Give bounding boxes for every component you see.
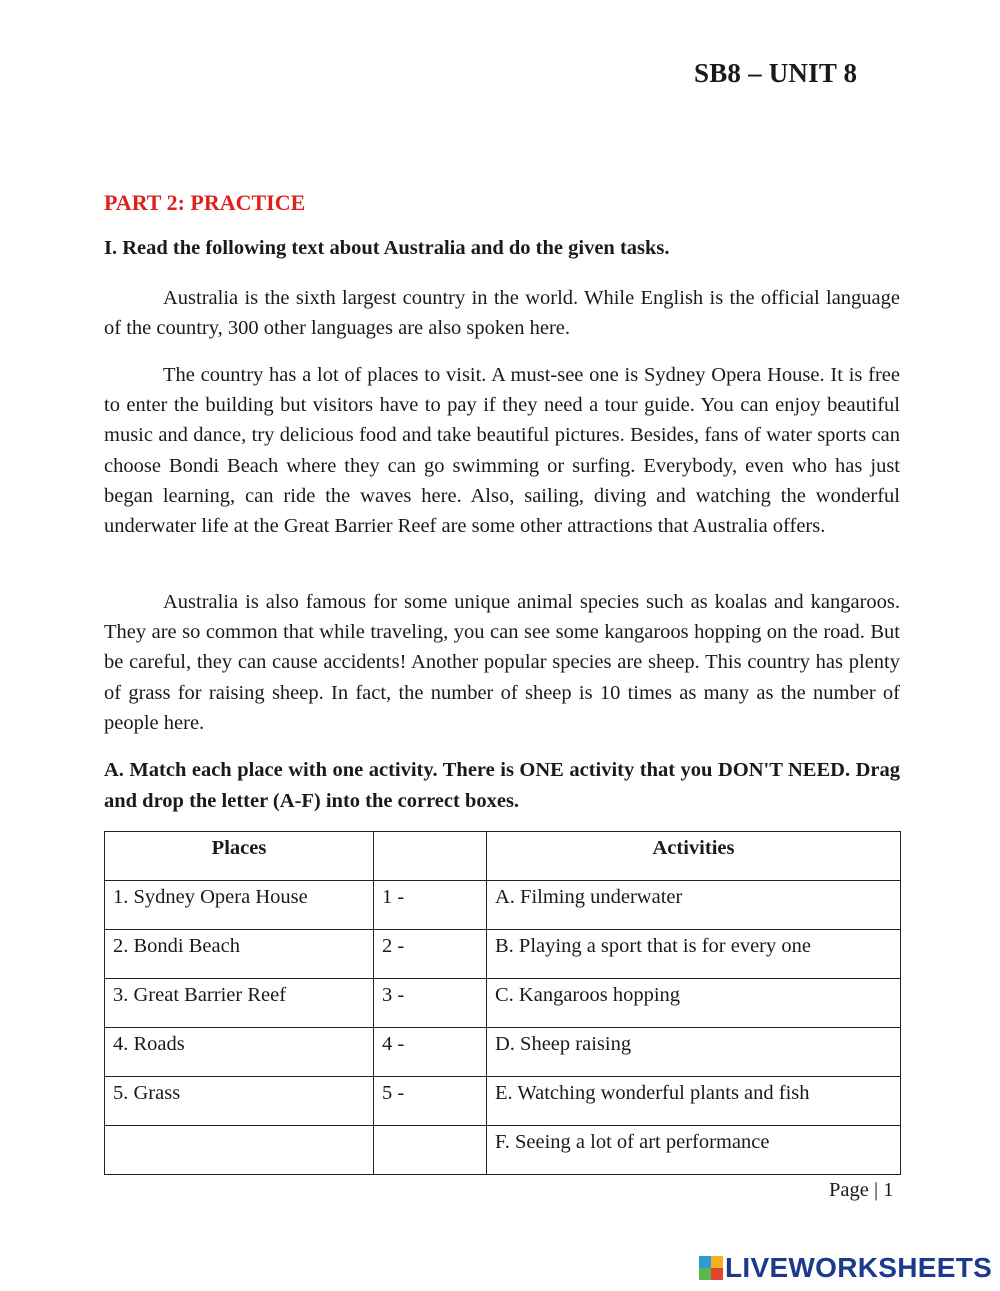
activity-cell: D. Sheep raising <box>487 1028 901 1077</box>
unit-title: SB8 – UNIT 8 <box>694 58 858 88</box>
logo-text: LIVEWORKSHEETS <box>725 1252 993 1283</box>
matching-table <box>104 831 901 1175</box>
activity-cell: C. Kangaroos hopping <box>487 979 901 1028</box>
activity-cell: B. Playing a sport that is for every one <box>487 930 901 979</box>
place-cell: 3. Great Barrier Reef <box>105 979 374 1028</box>
section-heading: I. Read the following text about Australia and do the given tasks. <box>104 237 670 259</box>
header-places: Places <box>105 832 374 881</box>
answer-drop-box[interactable]: 5 - <box>374 1077 487 1126</box>
task-a-instruction: A. Match each place with one activity. There is ONE activity that you DON'T NEED. Drag and drop the letter (A-F) into the correct boxes. <box>104 759 900 812</box>
place-cell: 5. Grass <box>105 1077 374 1126</box>
table-header-row <box>105 832 901 881</box>
paragraph-1: Australia is the sixth largest country in the world. While English is the official language of the country, 300 other languages are also spoken here. <box>104 287 900 340</box>
activity-cell: F. Seeing a lot of art performance <box>487 1126 901 1175</box>
logo-blocks-icon <box>699 1256 723 1280</box>
answer-drop-box[interactable]: 1 - <box>374 881 487 930</box>
header-activities: Activities <box>487 832 901 881</box>
activity-cell: E. Watching wonderful plants and fish <box>487 1077 901 1126</box>
place-cell: 2. Bondi Beach <box>105 930 374 979</box>
answer-drop-box[interactable]: 2 - <box>374 930 487 979</box>
table-row <box>105 979 901 1028</box>
table-row <box>105 930 901 979</box>
liveworksheets-logo <box>699 1252 992 1284</box>
place-cell: 4. Roads <box>105 1028 374 1077</box>
part-title: PART 2: PRACTICE <box>104 190 306 215</box>
activity-cell: A. Filming underwater <box>487 881 901 930</box>
place-cell <box>105 1126 374 1175</box>
table-row <box>105 1126 901 1175</box>
table-row <box>105 1028 901 1077</box>
answer-drop-box[interactable]: 3 - <box>374 979 487 1028</box>
header-answer <box>374 832 487 881</box>
paragraph-3: Australia is also famous for some unique animal species such as koalas and kangaroos. They are so common that while traveling, you can see some kangaroos hopping on the road. But be careful, they can cause accidents! Another popular species are sheep. This country has plenty of grass for raising sheep. In fact, the number of sheep is 10 times as many as the number of people here. <box>104 591 900 734</box>
table-row <box>105 1077 901 1126</box>
answer-cell <box>374 1126 487 1175</box>
answer-drop-box[interactable]: 4 - <box>374 1028 487 1077</box>
page-number: Page | 1 <box>829 1179 894 1201</box>
paragraph-2: The country has a lot of places to visit. A must-see one is Sydney Opera House. It is free to enter the building but visitors have to pay if they need a tour guide. You can enjoy beautiful music and dance, try delicious food and take beautiful pictures. Besides, fans of water sports can choose Bondi Beach where they can go swimming or surfing. Everybody, even who has just began learning, can ride the waves here. Also, sailing, diving and watching the wonderful underwater life at the Great Barrier Reef are some other attractions that Australia offers. <box>104 364 900 538</box>
table-row <box>105 881 901 930</box>
place-cell: 1. Sydney Opera House <box>105 881 374 930</box>
